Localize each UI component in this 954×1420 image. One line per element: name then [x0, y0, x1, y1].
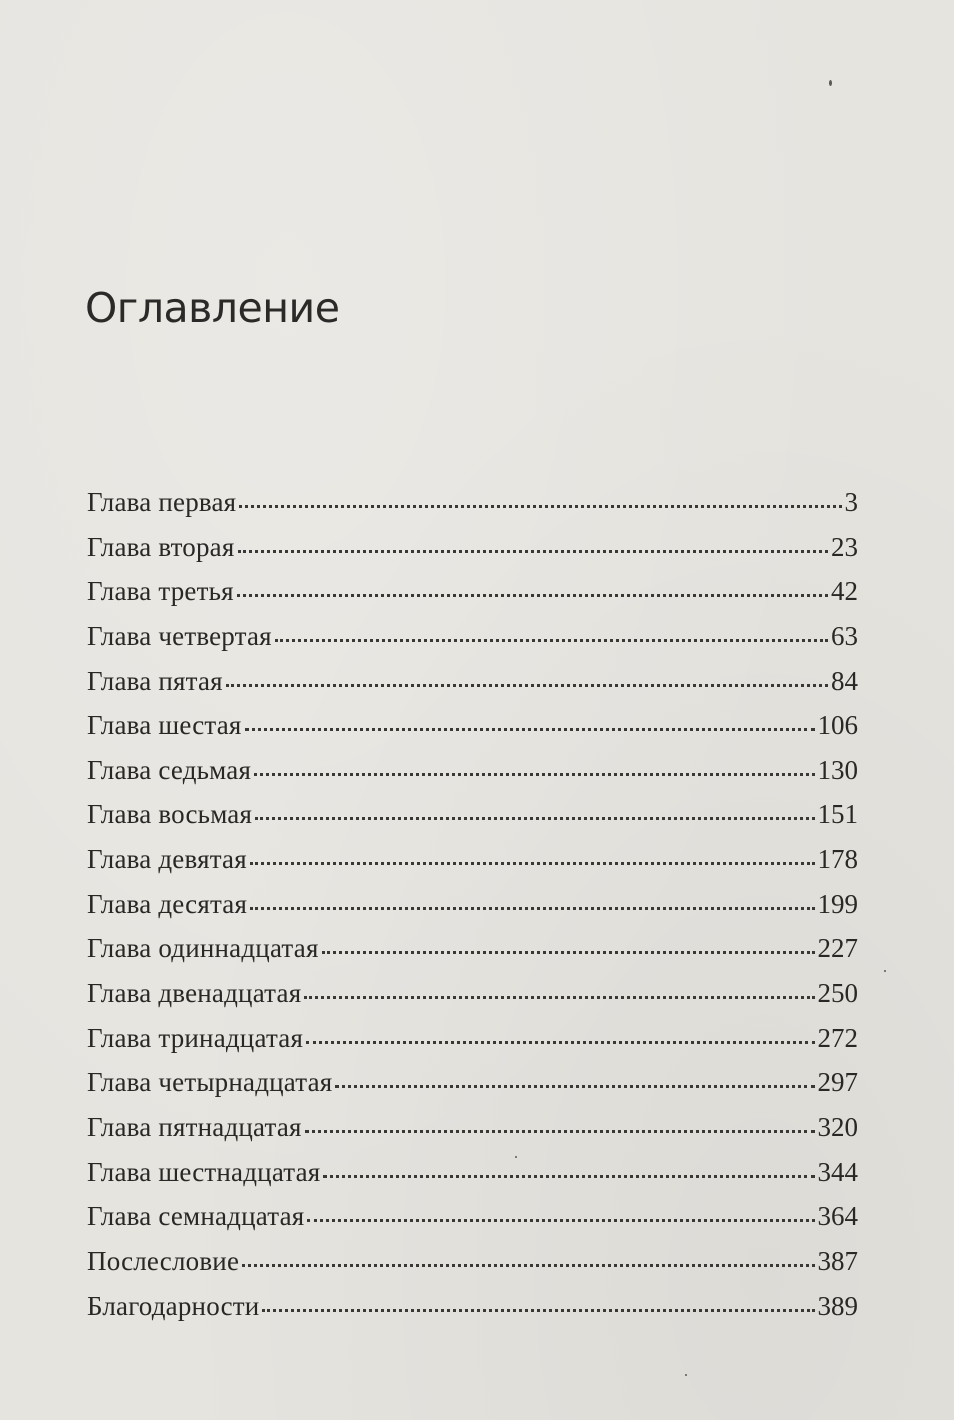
toc-entry-label: Глава девятая — [87, 844, 247, 875]
toc-entry-page-number: 364 — [817, 1201, 858, 1232]
toc-entry-page-number: 42 — [831, 576, 858, 607]
toc-entry-label: Глава шестая — [87, 710, 242, 741]
toc-entry-label: Глава восьмая — [87, 799, 253, 830]
dot-leader — [335, 1085, 814, 1088]
toc-entry[interactable] — [87, 889, 858, 934]
toc-entry-label: Глава десятая — [87, 888, 248, 919]
toc-entry-label: Глава первая — [87, 487, 237, 517]
toc-entry-page-number: 344 — [817, 1156, 858, 1187]
toc-entry-label: Глава третья — [87, 576, 234, 607]
toc-entry-label: Глава тринадцатая — [87, 1022, 304, 1053]
toc-entry-page-number: 272 — [817, 1022, 858, 1053]
dot-leader — [250, 862, 815, 865]
paper-speck — [685, 1374, 687, 1376]
toc-entry-page-number: 389 — [817, 1290, 858, 1321]
toc-entry-label: Глава одиннадцатая — [87, 933, 319, 964]
dot-leader — [304, 996, 814, 999]
toc-entry-page-number: 84 — [831, 665, 858, 696]
toc-entry[interactable] — [87, 1246, 858, 1291]
toc-entry-page-number: 151 — [817, 799, 858, 830]
toc-entry[interactable] — [87, 621, 858, 666]
toc-entry-label: Глава вторая — [87, 531, 235, 562]
dot-leader — [306, 1041, 814, 1044]
toc-entry-page-number: 320 — [817, 1111, 858, 1142]
dot-leader — [250, 907, 814, 910]
toc-entry[interactable] — [87, 487, 858, 532]
dot-leader — [237, 594, 828, 597]
toc-entry-label: Глава четырнадцатая — [87, 1067, 333, 1098]
toc-entry-label: Глава четвертая — [87, 620, 272, 651]
dot-leader — [323, 1175, 814, 1178]
toc-entry-page-number: 3 — [844, 487, 858, 517]
toc-entry[interactable] — [87, 532, 858, 577]
dot-leader — [305, 1130, 815, 1133]
dot-leader — [226, 684, 828, 687]
dot-leader — [239, 505, 841, 508]
dot-leader — [255, 817, 814, 820]
toc-entry-label: Глава седьмая — [87, 754, 252, 785]
dot-leader — [275, 639, 828, 642]
toc-entry[interactable] — [87, 710, 858, 755]
toc-entry[interactable] — [87, 1067, 858, 1112]
toc-entry-page-number: 227 — [817, 933, 858, 964]
toc-entry-page-number: 387 — [817, 1245, 858, 1276]
dot-leader — [262, 1309, 814, 1312]
dot-leader — [238, 550, 829, 553]
toc-entry-label: Глава пятая — [87, 665, 223, 696]
dot-leader — [245, 728, 815, 731]
toc-entry-page-number: 297 — [817, 1067, 858, 1098]
dot-leader — [307, 1219, 814, 1222]
toc-entry-label: Глава двенадцатая — [87, 978, 302, 1009]
toc-entry-label: Послесловие — [87, 1245, 240, 1276]
dot-leader — [242, 1264, 814, 1267]
toc-entry-page-number: 250 — [817, 978, 858, 1009]
toc-entry[interactable] — [87, 799, 858, 844]
toc-entry-label: Благодарности — [87, 1290, 260, 1321]
dot-leader — [254, 773, 814, 776]
toc-entry[interactable] — [87, 755, 858, 800]
toc-entry[interactable] — [87, 978, 858, 1023]
toc-entry[interactable] — [87, 1201, 858, 1246]
toc-entry[interactable] — [87, 1291, 858, 1336]
toc-entry[interactable] — [87, 1023, 858, 1068]
toc-entry-page-number: 63 — [831, 620, 858, 651]
toc-entry-label: Глава шестнадцатая — [87, 1156, 321, 1187]
toc-entry[interactable] — [87, 1157, 858, 1202]
toc-entry-page-number: 130 — [817, 754, 858, 785]
toc-entry-page-number: 106 — [817, 710, 858, 741]
dot-leader — [322, 951, 815, 954]
toc-entry[interactable] — [87, 1112, 858, 1157]
page-title: Оглавление — [85, 284, 340, 332]
toc-entry-page-number: 178 — [817, 844, 858, 875]
paper-speck — [884, 970, 886, 972]
toc-entry[interactable] — [87, 576, 858, 621]
paper-speck — [829, 80, 832, 86]
toc-entry-label: Глава семнадцатая — [87, 1201, 305, 1232]
toc-entry-page-number: 199 — [817, 888, 858, 919]
toc-entry-label: Глава пятнадцатая — [87, 1111, 302, 1142]
toc-entry[interactable] — [87, 933, 858, 978]
toc-entry[interactable] — [87, 666, 858, 711]
toc-entry[interactable] — [87, 844, 858, 889]
table-of-contents — [87, 487, 858, 1335]
toc-entry-page-number: 23 — [831, 531, 858, 562]
